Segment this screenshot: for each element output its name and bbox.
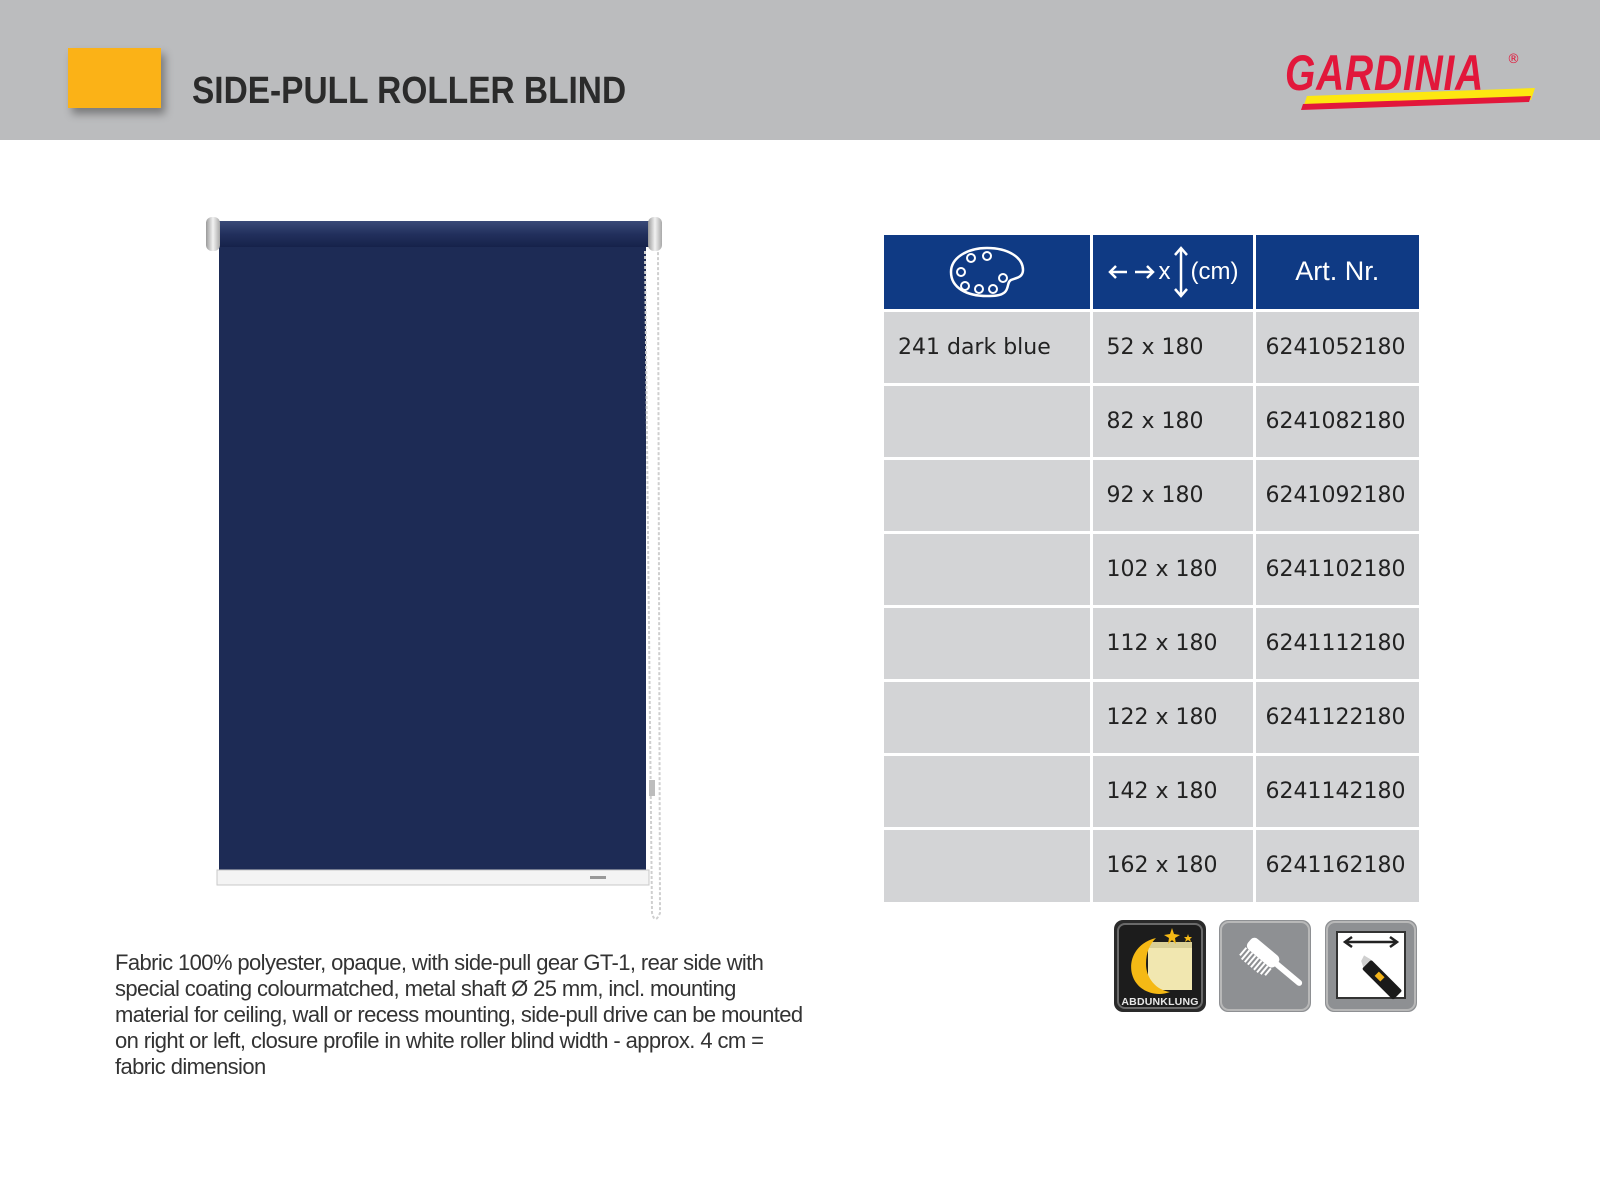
size-column-header	[1091, 235, 1254, 310]
brand-name: GARDINIA	[1285, 45, 1485, 101]
table-row	[884, 680, 1419, 754]
cleaning-feature	[1219, 920, 1311, 1012]
table-row	[884, 754, 1419, 828]
size-x-label: x	[1158, 257, 1171, 285]
accent-square	[68, 48, 161, 108]
table-row	[884, 310, 1419, 384]
table-header-row	[884, 235, 1419, 310]
table-row	[884, 828, 1419, 902]
size-cell: 122 x 180	[1091, 680, 1254, 754]
article-number-cell: 6241052180	[1254, 310, 1419, 384]
registered-mark: ®	[1507, 52, 1520, 67]
header-bar	[0, 0, 1600, 140]
article-number-cell: 6241142180	[1254, 754, 1419, 828]
article-number-cell: 6241112180	[1254, 606, 1419, 680]
colour-cell	[884, 680, 1091, 754]
width-arrows-icon	[1107, 257, 1157, 287]
article-column-header: Art. Nr.	[1254, 235, 1419, 310]
colour-cell	[884, 754, 1091, 828]
article-number-cell: 6241102180	[1254, 532, 1419, 606]
colour-cell	[884, 828, 1091, 902]
cleaning-brush-icon	[1219, 920, 1311, 1012]
size-cell: 52 x 180	[1091, 310, 1254, 384]
cut-to-size-feature	[1325, 920, 1417, 1012]
size-cell: 162 x 180	[1091, 828, 1254, 902]
colour-cell	[884, 606, 1091, 680]
spec-table	[884, 235, 1419, 902]
feature-icons	[1114, 920, 1419, 1015]
colour-cell: 241 dark blue	[884, 310, 1091, 384]
article-number-cell: 6241122180	[1254, 680, 1419, 754]
table-row	[884, 458, 1419, 532]
colour-cell	[884, 384, 1091, 458]
palette-icon	[947, 244, 1027, 300]
article-number-cell: 6241082180	[1254, 384, 1419, 458]
product-description: Fabric 100% polyester, opaque, with side-pull gear GT-1, rear side with special coating colourmatched, metal shaft Ø 25 mm, incl. mounting material for ceiling, wall or recess mounting, side-pull drive can be mounted on right or left, closure profile in white roller blind width - approx. 4 cm = fabric dimension	[115, 950, 803, 1079]
colour-cell	[884, 532, 1091, 606]
size-cell: 112 x 180	[1091, 606, 1254, 680]
colour-column-header	[884, 235, 1091, 310]
size-unit-label: (cm)	[1190, 257, 1239, 285]
product-image	[200, 215, 670, 925]
table-row	[884, 606, 1419, 680]
size-cell: 82 x 180	[1091, 384, 1254, 458]
size-cell: 102 x 180	[1091, 532, 1254, 606]
size-cell: 92 x 180	[1091, 458, 1254, 532]
article-number-cell: 6241092180	[1254, 458, 1419, 532]
blackout-feature	[1114, 920, 1206, 1012]
colour-cell	[884, 458, 1091, 532]
size-cell: 142 x 180	[1091, 754, 1254, 828]
height-arrows-icon	[1173, 244, 1189, 300]
feature-label: ABDUNKLUNG	[1121, 996, 1199, 1008]
table-row	[884, 384, 1419, 458]
cut-to-size-knife-icon	[1325, 920, 1417, 1012]
article-number-cell: 6241162180	[1254, 828, 1419, 902]
table-row	[884, 532, 1419, 606]
brand-logo	[1285, 44, 1545, 114]
page-title: SIDE-PULL ROLLER BLIND	[192, 70, 627, 112]
